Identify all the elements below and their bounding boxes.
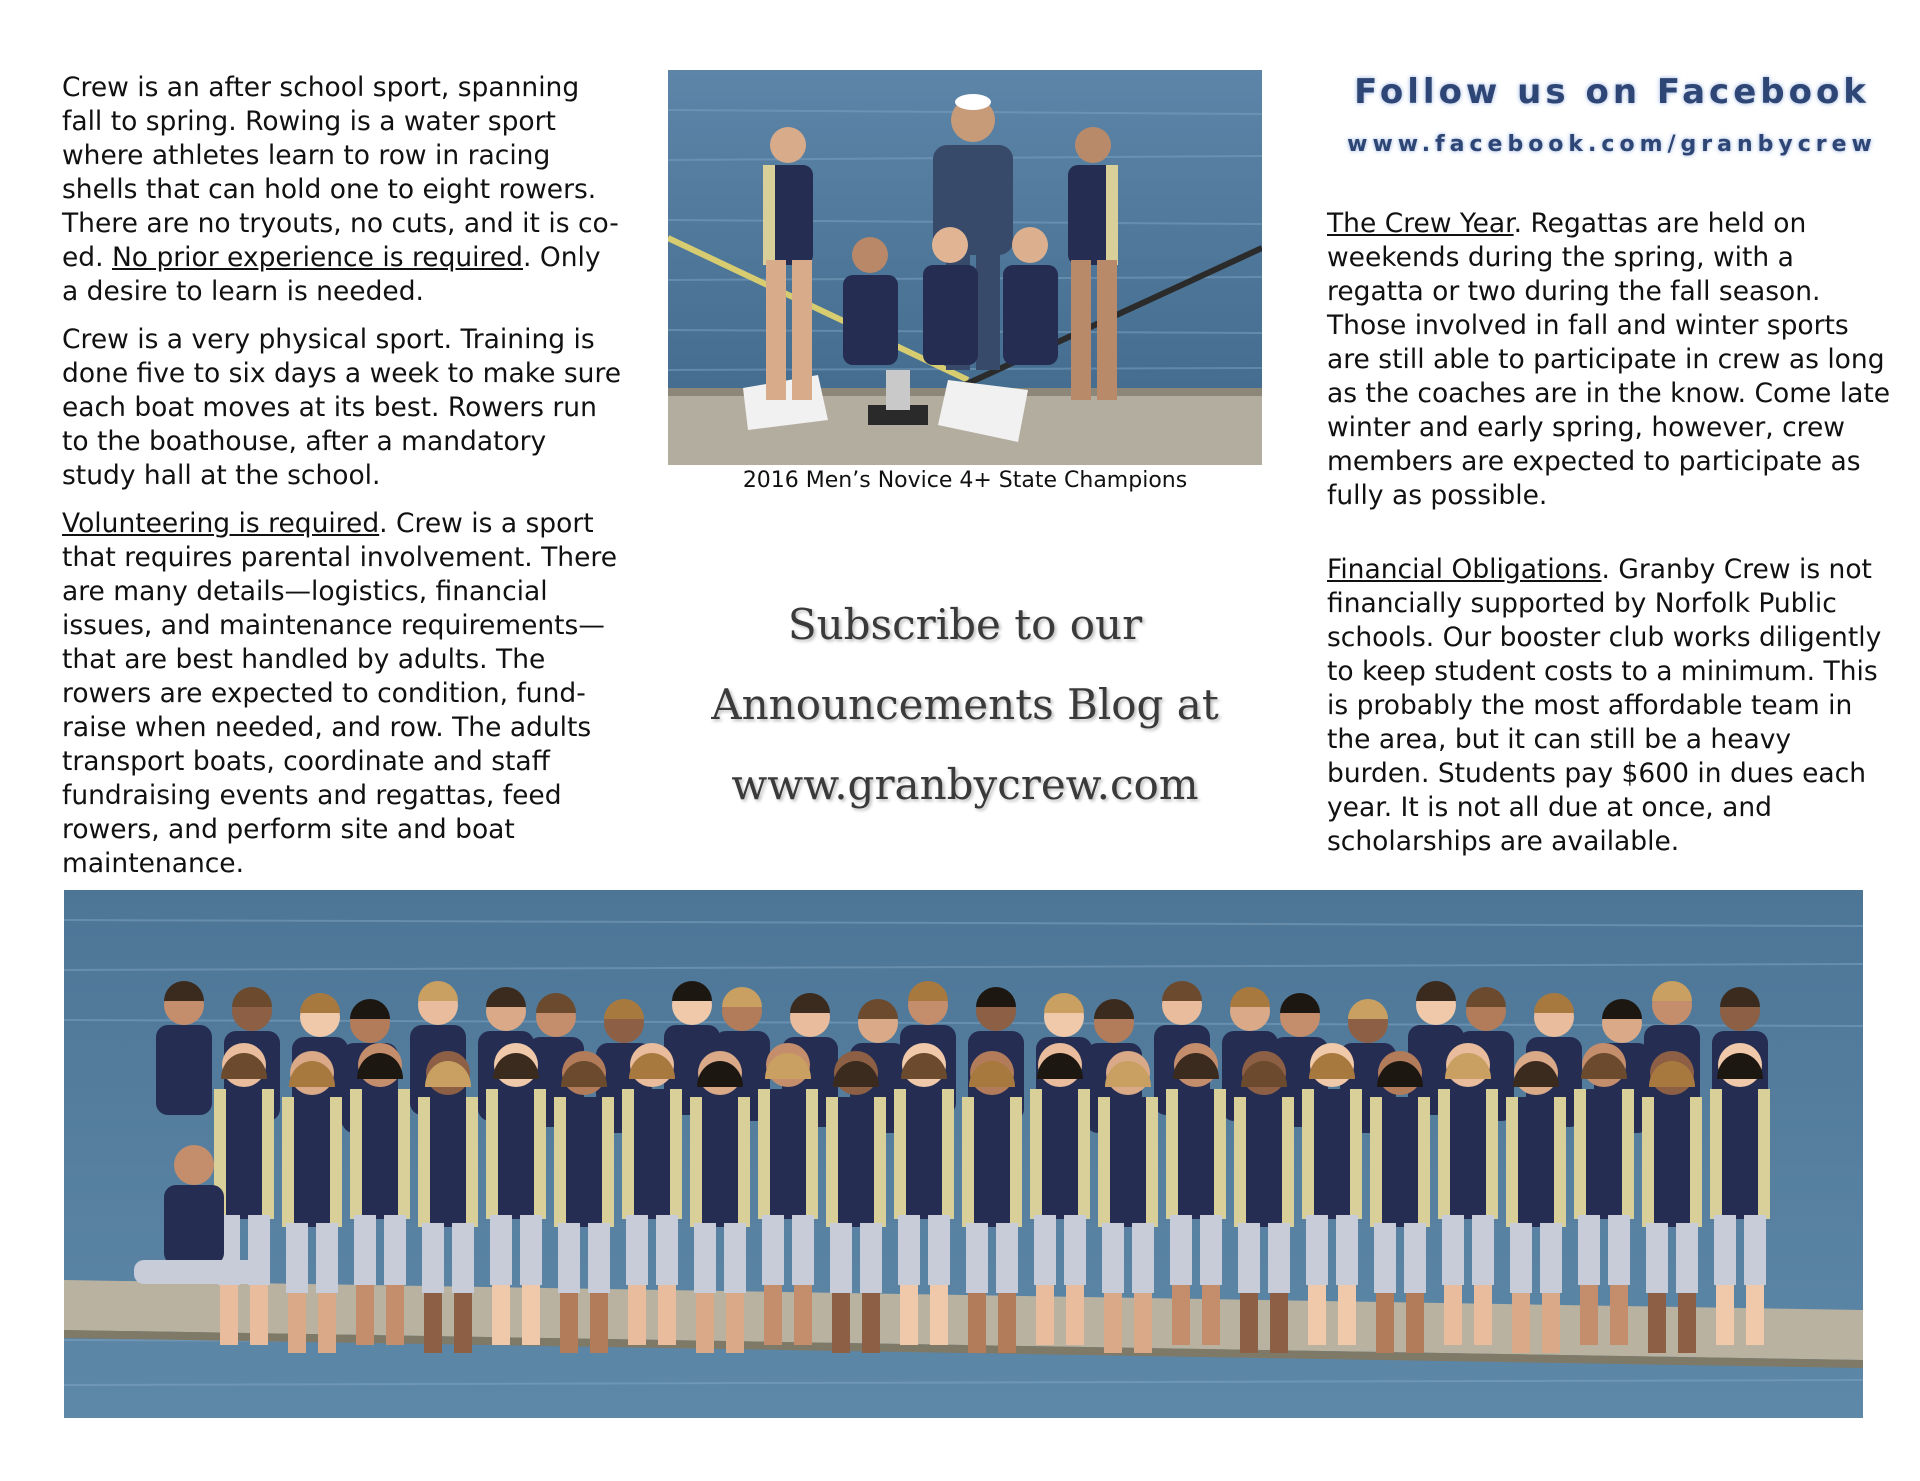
training-paragraph: Crew is a very physical sport. Training is done five to six days a week to make sure each boat moves at its best. Rowers run to the boathouse, after a mandatory study hall at the school.	[62, 324, 622, 491]
intro-paragraph: Crew is an after school sport, spanning fall to spring. Rowing is a water sport where athletes learn to row in racing shells that can hold one to eight rowers. There are no tryouts, no cuts, and it is co-ed. No prior experience is required. Only a desire to learn is needed.	[62, 72, 619, 307]
blog-subscribe-text	[668, 585, 1262, 825]
blog-line-2: Announcements Blog at	[711, 680, 1219, 729]
team-photo	[64, 890, 1863, 1418]
champions-photo	[668, 70, 1262, 465]
right-text-column	[1327, 207, 1897, 873]
facebook-title: Follow us on Facebook	[1354, 72, 1870, 112]
no-experience-note: No prior experience is required	[111, 242, 523, 273]
crew-year-heading: The Crew Year	[1327, 208, 1514, 239]
left-text-column	[62, 71, 622, 895]
champions-caption: 2016 Men’s Novice 4+ State Champions	[742, 468, 1188, 493]
blog-line-1: Subscribe to our	[787, 600, 1143, 649]
financial-heading: Financial Obligations	[1327, 554, 1602, 585]
volunteering-paragraph: Volunteering is required. Crew is a sport that requires parental involvement. There are many details—logistics, financial issues, and maintenance requirements—that are best handled by adults. The rowers are expected to condition, fund-raise when needed, and row. The adults transport boats, coordinate and staff fundraising events and regattas, feed rowers, and perform site and boat maintenance.	[62, 508, 618, 879]
facebook-url[interactable]: www.facebook.com/granbycrew	[1347, 132, 1877, 157]
crew-year-paragraph: The Crew Year. Regattas are held on weekends during the spring, with a regatta or two during the fall season. Those involved in fall and winter sports are still able to participate in crew as long as the coaches are in the know. Come late winter and early spring, however, crew members are expected to participate as fully as possible.	[1327, 208, 1891, 511]
volunteering-heading: Volunteering is required	[62, 508, 380, 539]
blog-url[interactable]: www.granbycrew.com	[731, 760, 1199, 809]
financial-paragraph: Financial Obligations. Granby Crew is not financially supported by Norfolk Public schools. Our booster club works diligently to keep student costs to a minimum. This is probably the most affordable team in the area, but it can still be a heavy burden. Students pay $600 in dues each year. It is not all due at once, and scholarships are available.	[1327, 554, 1882, 857]
